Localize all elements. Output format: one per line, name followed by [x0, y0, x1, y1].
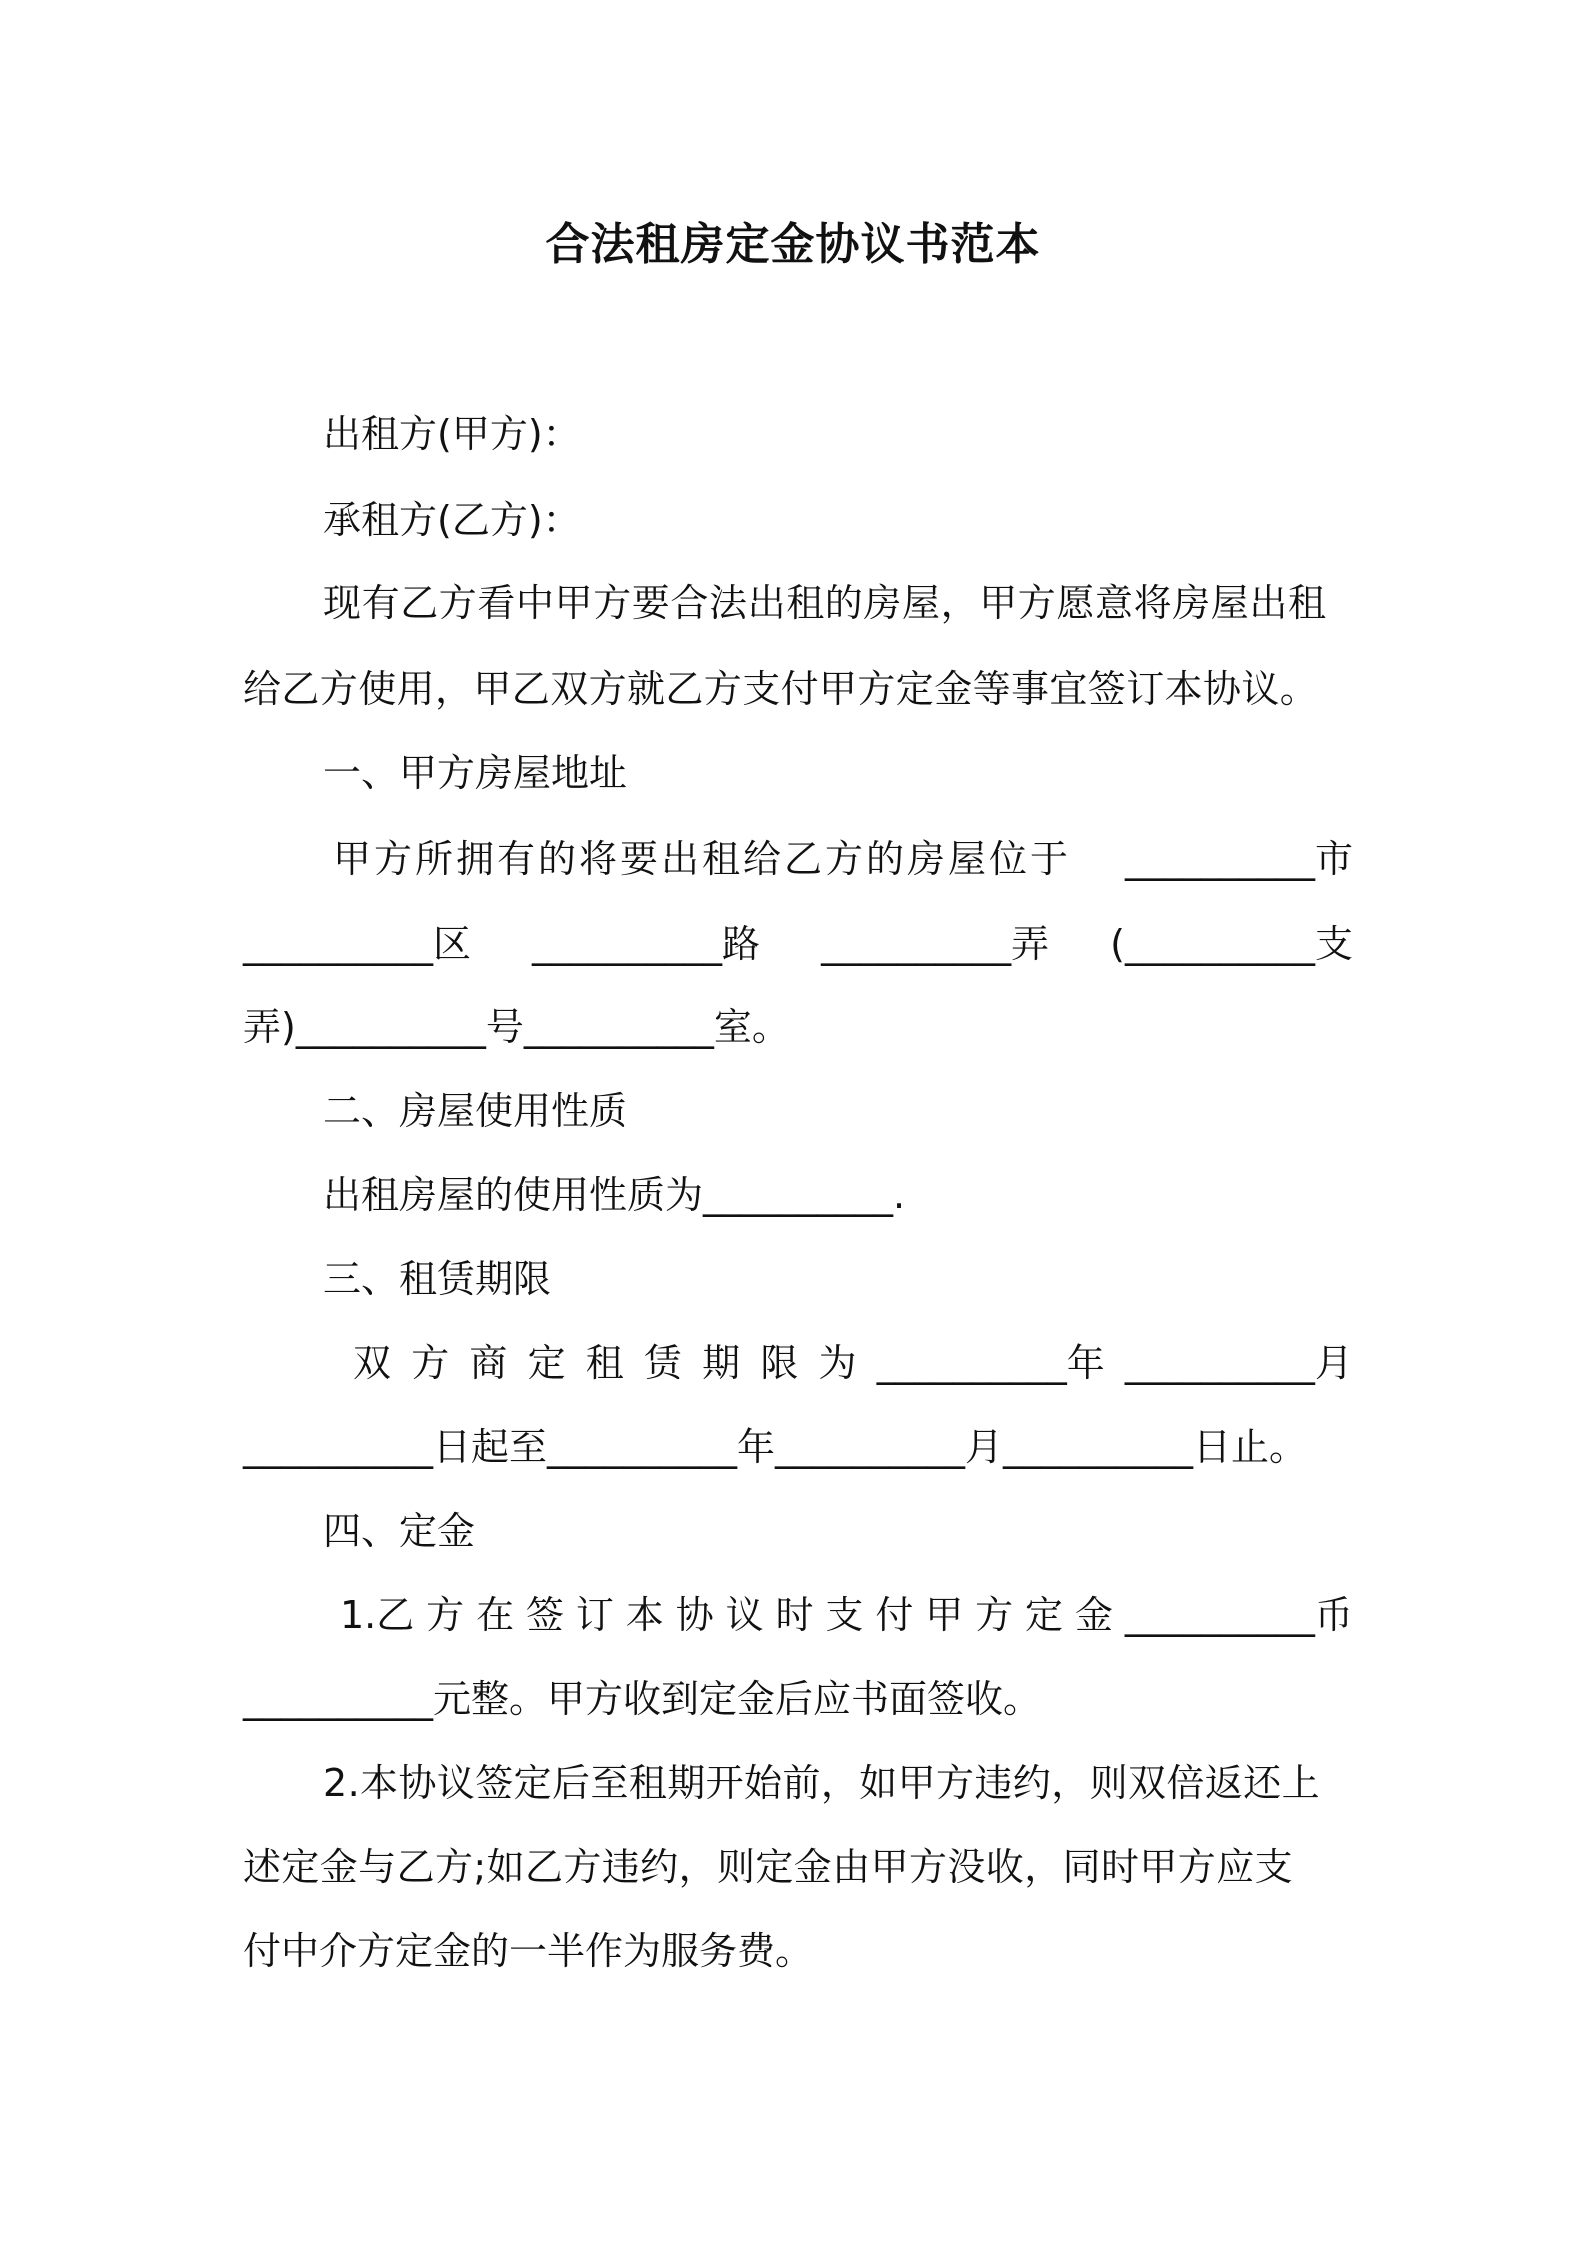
lease-term-char: 期 [702, 1341, 741, 1385]
section-4-item-2-line-1 [323, 1757, 1353, 1809]
lease-term-char: 双 [353, 1341, 392, 1385]
lease-term-char: 限 [760, 1341, 799, 1385]
section-1-heading: 一、甲方房屋地址 [323, 751, 628, 795]
section-4-item-2-line-3: 付中介方定金的一半作为服务费。 [243, 1929, 814, 1973]
deposit-char: 时 [775, 1593, 814, 1637]
deposit-char: 付 [875, 1593, 914, 1637]
deposit-char: 订 [575, 1593, 614, 1637]
document-title: 合法租房定金协议书范本 [545, 219, 1041, 270]
party-a-label: 出租方(甲方)： [323, 412, 581, 456]
section-4-heading: 四、定金 [323, 1509, 476, 1553]
section-3-line-2: __________日起至__________年__________月__________日止。 [243, 1425, 1308, 1469]
deposit-char: 在 [476, 1593, 515, 1637]
party-b-label: 承租方(乙方)： [323, 498, 581, 542]
lease-term-char: 为 [818, 1341, 857, 1385]
deposit-char: 议 [725, 1593, 764, 1637]
item-2-line-1-text: 2.本协议签定后至租期开始前，如甲方违约，则双倍返还上 [323, 1761, 1321, 1805]
city-blank [1125, 833, 1353, 885]
lease-term-char: 赁 [643, 1341, 682, 1385]
deposit-char: 定 [1025, 1593, 1064, 1637]
lease-term-char: 商 [469, 1341, 508, 1385]
lane-blank: __________弄 [821, 922, 1050, 966]
address-intro-text: 甲方所拥有的将要出租给乙方的房屋位于 [333, 837, 1072, 881]
section-1-line-2 [243, 918, 1353, 970]
lease-term-char: 定 [527, 1341, 566, 1385]
section-2-text: 出租房屋的使用性质为__________. [323, 1173, 906, 1217]
road-blank: __________路 [532, 922, 761, 966]
section-1-line-1 [333, 833, 1353, 885]
deposit-char: 签 [525, 1593, 564, 1637]
section-3-line-1 [353, 1337, 1353, 1389]
section-3-heading: 三、租赁期限 [323, 1257, 552, 1301]
district-blank: __________区 [243, 922, 472, 966]
intro-line-1-text: 现有乙方看中甲方要合法出租的房屋，甲方愿意将房屋出租 [323, 581, 1327, 625]
deposit-char: 1.乙 [340, 1593, 415, 1637]
intro-line-2: 给乙方使用，甲乙双方就乙方支付甲方定金等事宜签订本协议。 [243, 667, 1319, 711]
deposit-char: 本 [625, 1593, 664, 1637]
deposit-char: 甲 [925, 1593, 964, 1637]
city-label: 市 [1314, 837, 1353, 881]
start-year-blank: __________年 [876, 1341, 1105, 1385]
lease-term-char: 租 [585, 1341, 624, 1385]
deposit-char: 方 [426, 1593, 465, 1637]
section-2-heading: 二、房屋使用性质 [323, 1089, 628, 1133]
deposit-char: 方 [975, 1593, 1014, 1637]
branch-lane-blank: (__________支 [1110, 922, 1353, 966]
deposit-char: 金 [1074, 1593, 1113, 1637]
section-4-item-1-line-2: __________元整。甲方收到定金后应书面签收。 [243, 1677, 1042, 1721]
deposit-char: 支 [825, 1593, 864, 1637]
currency-blank: __________币 [1124, 1593, 1353, 1637]
section-4-item-2-line-2: 述定金与乙方;如乙方违约，则定金由甲方没收，同时甲方应支 [243, 1845, 1294, 1889]
start-month-blank: __________月 [1124, 1341, 1353, 1385]
intro-line-1 [323, 577, 1353, 629]
lease-term-char: 方 [411, 1341, 450, 1385]
deposit-char: 协 [675, 1593, 714, 1637]
city-blank-line: __________ [1124, 837, 1315, 881]
section-1-line-3: 弄)__________号__________室。 [243, 1005, 790, 1049]
section-4-item-1-line-1 [340, 1589, 1353, 1641]
